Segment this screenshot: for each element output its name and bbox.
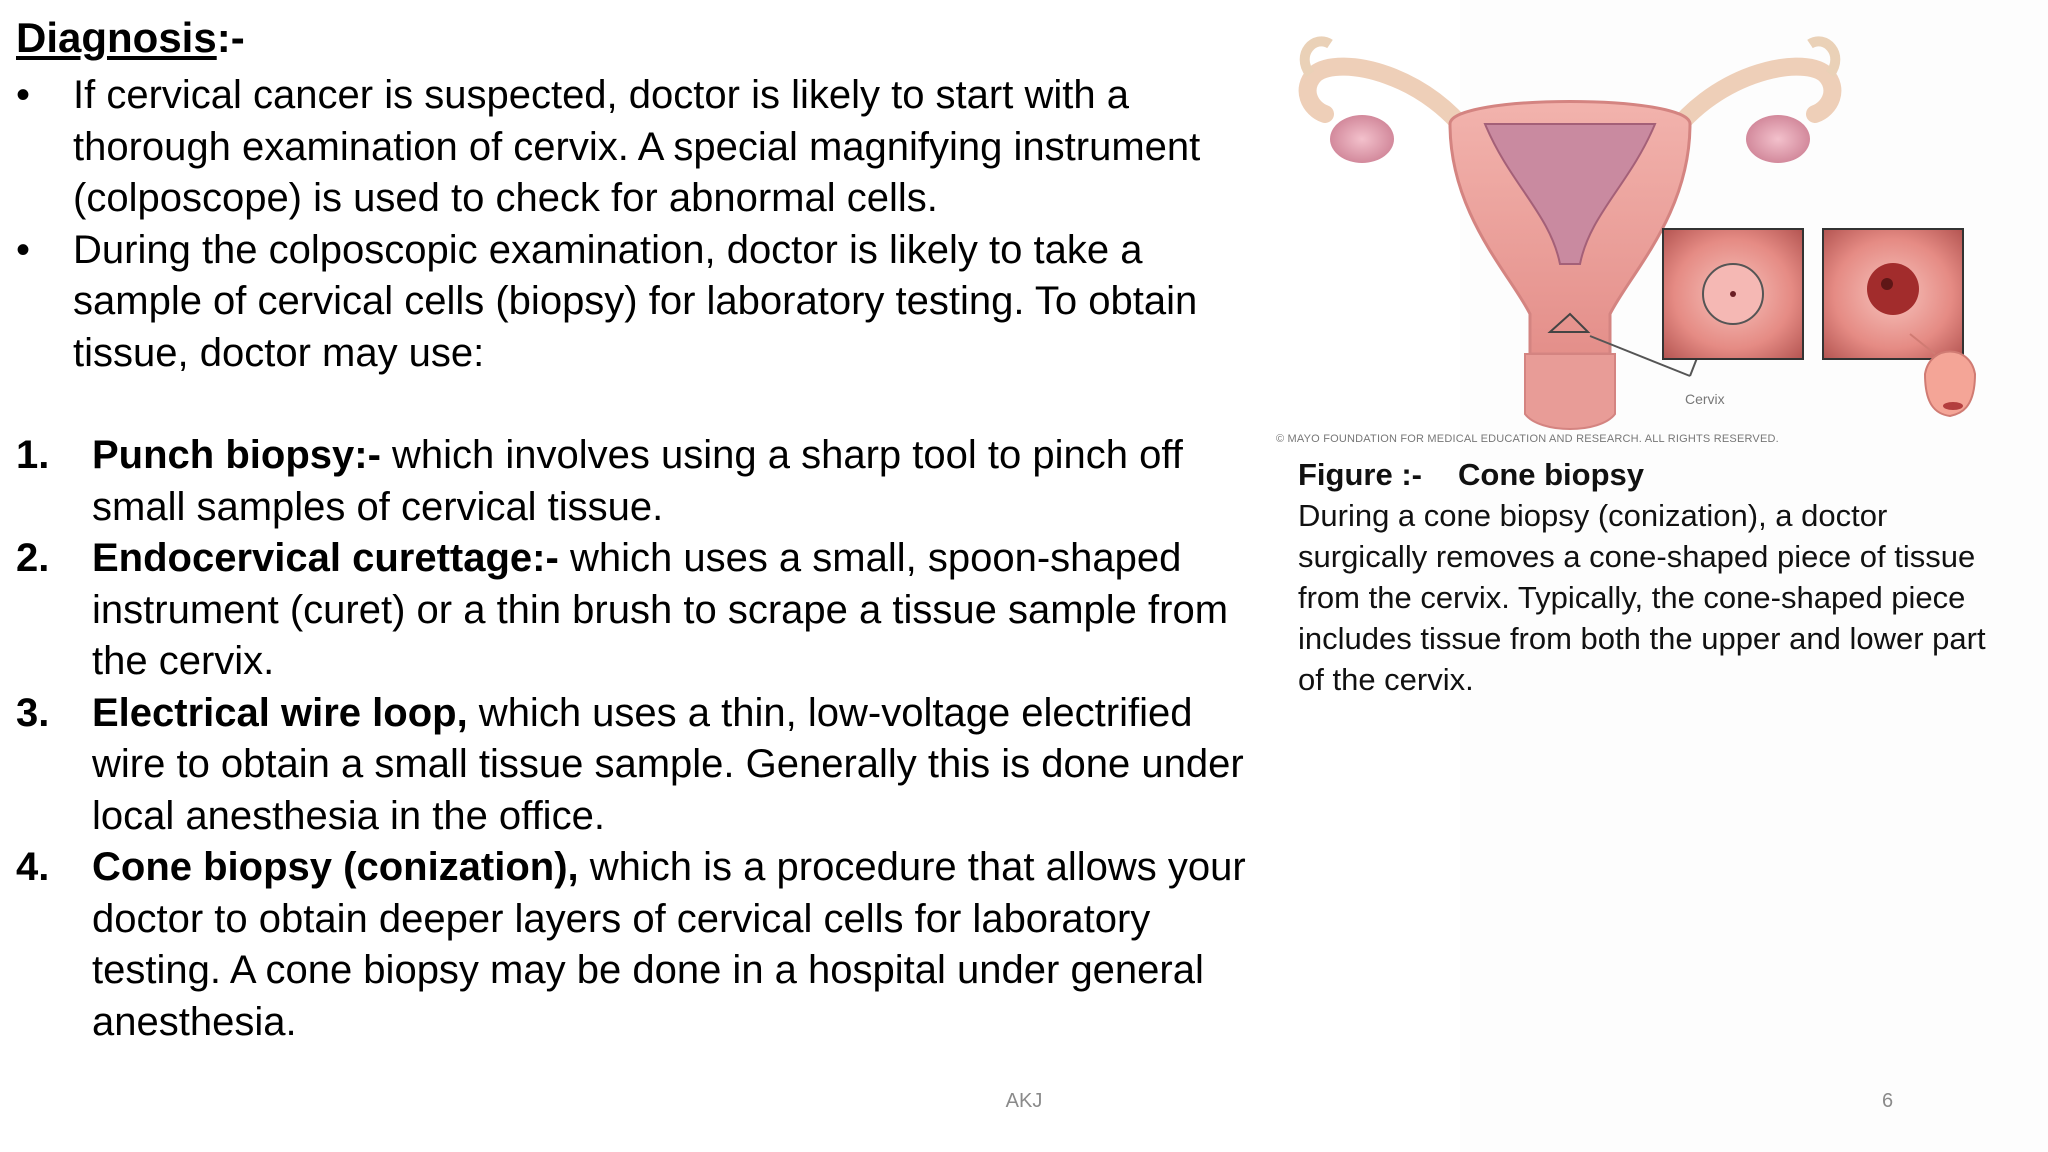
method-item-punch-biopsy xyxy=(16,430,1266,533)
method-term: Punch biopsy:- xyxy=(92,433,381,477)
method-description: which is a procedure that allows your doctor to obtain deeper layers of cervical cells for laboratory testing. A cone biopsy may be done in a hospital under general anesthesia. xyxy=(92,845,1246,1044)
title-suffix: :- xyxy=(216,14,245,61)
cone-tip xyxy=(1943,402,1963,410)
cervix-os-center xyxy=(1730,291,1736,297)
method-term: Cone biopsy (conization), xyxy=(92,845,579,889)
title-text: Diagnosis xyxy=(16,14,217,61)
method-item-electrical-wire-loop xyxy=(16,688,1266,843)
right-ovary xyxy=(1746,115,1810,163)
method-item-cone-biopsy xyxy=(16,842,1266,1048)
bullet-icon: • xyxy=(16,227,31,272)
method-term: Endocervical curettage:- xyxy=(92,536,559,580)
page-number: 6 xyxy=(1882,1090,1894,1112)
caption-title xyxy=(1298,454,1998,495)
method-number: 4. xyxy=(16,845,50,889)
slide-title xyxy=(16,12,245,64)
excision-detail xyxy=(1881,278,1893,290)
method-description: which involves using a sharp tool to pinch off small samples of cervical tissue. xyxy=(92,433,1183,529)
bullet-item xyxy=(16,70,1246,225)
vaginal-canal xyxy=(1525,354,1615,429)
left-ovary xyxy=(1330,115,1394,163)
method-description: which uses a small, spoon-shaped instrument (curet) or a thin brush to scrape a tissue sample from the cervix. xyxy=(92,536,1229,683)
method-description: which uses a thin, low-voltage electrified wire to obtain a small tissue sample. Generally this is done under local anesthesia in the office. xyxy=(92,690,1244,838)
cone-biopsy-illustration xyxy=(1270,14,2010,454)
method-term: Electrical wire loop, xyxy=(92,690,468,735)
figure-copyright: © MAYO FOUNDATION FOR MEDICAL EDUCATION AND RESEARCH. ALL RIGHTS RESERVED. xyxy=(1276,433,1779,445)
method-number: 3. xyxy=(16,690,50,735)
bullet-item xyxy=(16,225,1246,380)
figure-caption xyxy=(1298,454,1998,700)
caption-body: During a cone biopsy (conization), a doctor surgically removes a cone-shaped piece of tissue from the cervix. Typically, the cone-shaped piece includes tissue from both the upper and lower part of the cervix. xyxy=(1298,498,1986,697)
caption-title-text: Cone biopsy xyxy=(1458,457,1645,492)
cone-excision-site xyxy=(1867,263,1919,315)
bullet-text: During the colposcopic examination, doctor is likely to take a sample of cervical cells (biopsy) for laboratory testing. To obtain tissue, doctor may use: xyxy=(73,227,1198,375)
bullet-icon: • xyxy=(16,73,31,117)
biopsy-methods-list xyxy=(16,430,1266,1048)
footer-author: AKJ xyxy=(1005,1090,1043,1112)
bullet-text: If cervical cancer is suspected, doctor is likely to start with a thorough examination of cervix. A special magnifying instrument (colposcope) is used to check for abnormal cells. xyxy=(73,73,1201,220)
cervix-label: Cervix xyxy=(1685,391,1725,407)
method-item-endocervical-curettage xyxy=(16,533,1266,688)
method-number: 1. xyxy=(16,433,50,477)
bullet-list xyxy=(16,70,1246,379)
caption-prefix: Figure :- xyxy=(1298,457,1422,492)
method-number: 2. xyxy=(16,536,50,580)
